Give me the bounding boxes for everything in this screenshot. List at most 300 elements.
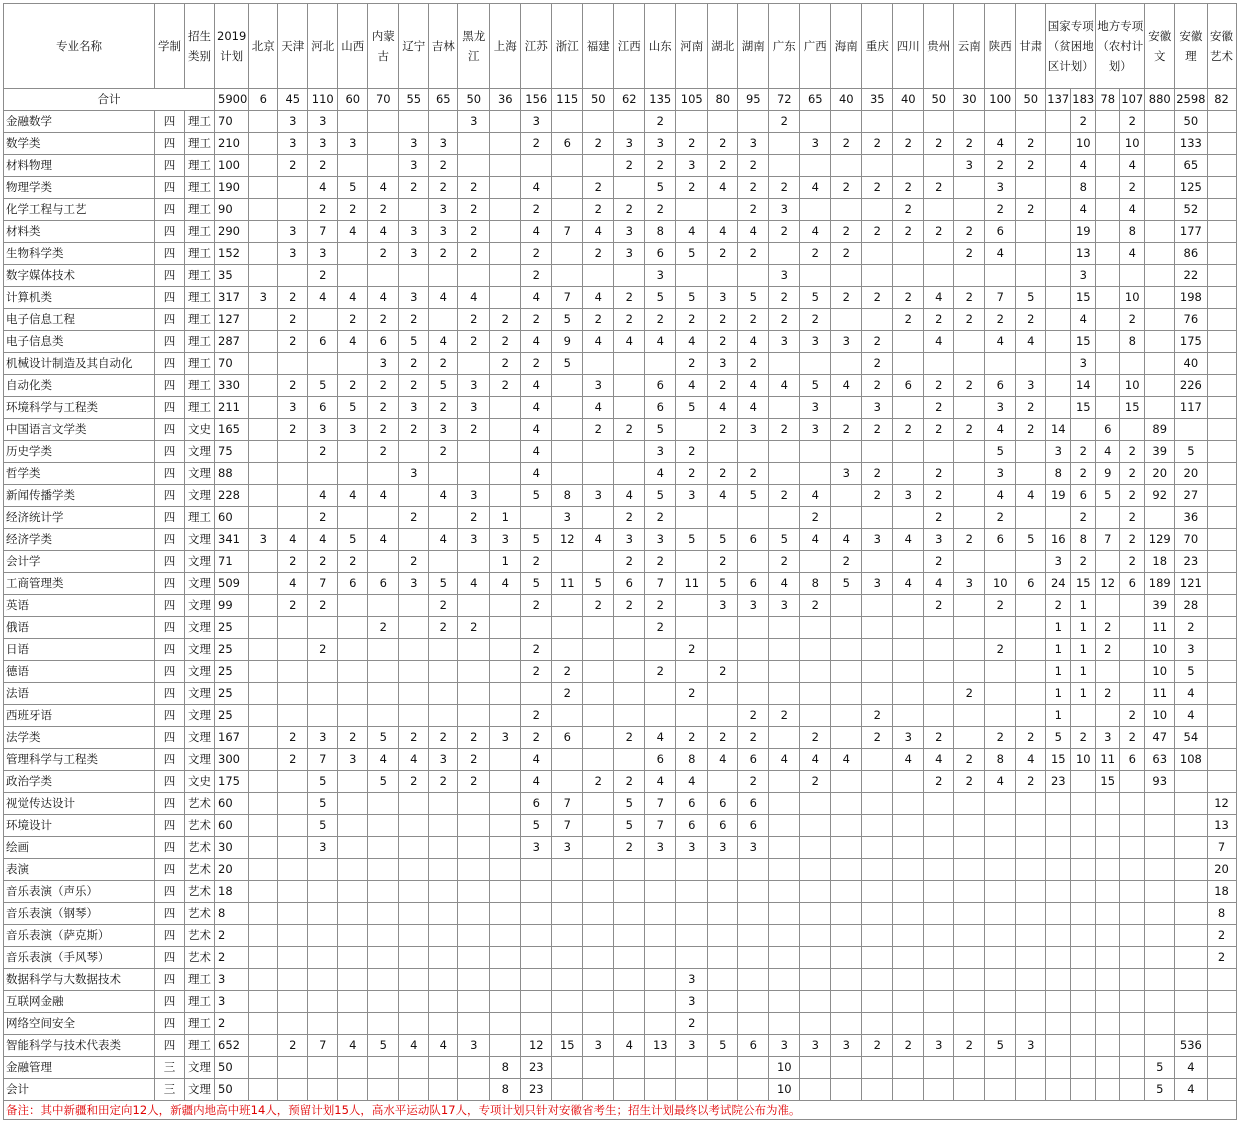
quota-cell: 2 [614, 551, 645, 573]
quota-cell [614, 111, 645, 133]
quota-cell: 129 [1145, 529, 1175, 551]
quota-cell: 7 [308, 573, 338, 595]
quota-cell: 70 [1175, 529, 1207, 551]
quota-cell: 4 [490, 573, 521, 595]
quota-cell: 2 [338, 375, 368, 397]
quota-cell [893, 1079, 924, 1101]
quota-cell: 2 [954, 771, 985, 793]
duration-cell: 四 [155, 155, 185, 177]
quota-cell: 2 [458, 309, 490, 331]
quota-cell [985, 793, 1016, 815]
quota-cell [1046, 243, 1071, 265]
quota-cell: 4 [708, 749, 738, 771]
quota-cell [985, 991, 1016, 1013]
quota-cell [368, 859, 399, 881]
quota-cell [1046, 903, 1071, 925]
quota-cell: 4 [738, 331, 769, 353]
category-cell: 文理 [185, 661, 215, 683]
duration-cell: 四 [155, 331, 185, 353]
quota-cell: 5 [708, 529, 738, 551]
quota-cell [1145, 837, 1175, 859]
quota-cell [862, 793, 893, 815]
quota-cell [676, 419, 708, 441]
quota-cell: 4 [1120, 243, 1145, 265]
quota-cell: 2 [521, 199, 552, 221]
quota-cell: 1 [1071, 661, 1096, 683]
quota-cell [521, 947, 552, 969]
quota-cell: 2 [893, 419, 924, 441]
quota-cell [985, 925, 1016, 947]
quota-cell [1175, 859, 1207, 881]
quota-cell: 3 [399, 155, 429, 177]
quota-cell [954, 859, 985, 881]
quota-cell [429, 925, 458, 947]
quota-cell [583, 551, 614, 573]
quota-cell [1175, 925, 1207, 947]
quota-cell [831, 991, 862, 1013]
quota-cell: 2 [924, 419, 954, 441]
quota-cell [249, 309, 278, 331]
quota-cell: 2 [1096, 639, 1120, 661]
quota-cell [1145, 111, 1175, 133]
quota-cell [552, 551, 583, 573]
quota-cell [368, 1057, 399, 1079]
quota-cell [583, 1079, 614, 1101]
quota-cell [338, 595, 368, 617]
quota-cell: 20 [1175, 463, 1207, 485]
quota-cell [552, 1057, 583, 1079]
quota-cell: 2 [458, 771, 490, 793]
duration-cell: 四 [155, 353, 185, 375]
quota-cell [893, 837, 924, 859]
quota-cell: 5 [429, 573, 458, 595]
quota-cell: 2 [924, 595, 954, 617]
quota-cell [1016, 1079, 1046, 1101]
quota-cell [399, 595, 429, 617]
quota-cell: 6 [676, 793, 708, 815]
quota-cell [278, 661, 308, 683]
quota-cell [249, 573, 278, 595]
quota-cell [552, 859, 583, 881]
quota-cell [676, 859, 708, 881]
duration-cell: 四 [155, 133, 185, 155]
quota-cell [583, 155, 614, 177]
quota-cell [1120, 1013, 1145, 1035]
quota-cell [676, 551, 708, 573]
quota-cell [278, 991, 308, 1013]
quota-cell [399, 529, 429, 551]
duration-cell: 四 [155, 947, 185, 969]
quota-cell: 5 [308, 815, 338, 837]
quota-cell [490, 991, 521, 1013]
quota-cell [458, 463, 490, 485]
quota-cell [985, 1057, 1016, 1079]
quota-cell [893, 639, 924, 661]
quota-cell: 4 [738, 221, 769, 243]
quota-cell: 2 [645, 309, 676, 331]
quota-cell [676, 111, 708, 133]
quota-cell [800, 155, 831, 177]
quota-cell: 3 [338, 419, 368, 441]
quota-cell: 18 [1145, 551, 1175, 573]
quota-cell: 3 [399, 397, 429, 419]
quota-cell [552, 771, 583, 793]
quota-cell: 5 [368, 1035, 399, 1057]
quota-cell: 60 [215, 815, 249, 837]
quota-cell [1145, 991, 1175, 1013]
quota-cell: 4 [429, 529, 458, 551]
quota-cell [800, 837, 831, 859]
quota-cell [985, 551, 1016, 573]
quota-cell: 60 [215, 507, 249, 529]
quota-cell: 4 [278, 529, 308, 551]
category-cell: 艺术 [185, 815, 215, 837]
quota-cell [1145, 397, 1175, 419]
quota-cell [490, 441, 521, 463]
quota-cell: 5 [645, 287, 676, 309]
quota-cell: 4 [308, 177, 338, 199]
quota-cell [1145, 155, 1175, 177]
quota-cell [368, 507, 399, 529]
quota-cell: 4 [985, 331, 1016, 353]
quota-cell: 210 [215, 133, 249, 155]
quota-cell [249, 463, 278, 485]
quota-cell [429, 903, 458, 925]
quota-cell: 1 [1046, 639, 1071, 661]
quota-cell: 6 [308, 397, 338, 419]
quota-cell [278, 705, 308, 727]
quota-cell [645, 705, 676, 727]
quota-cell: 2 [862, 419, 893, 441]
quota-cell: 2 [985, 507, 1016, 529]
table-row [4, 1035, 1237, 1057]
quota-cell [429, 1079, 458, 1101]
quota-cell: 2 [583, 595, 614, 617]
enrollment-plan-table [3, 3, 1237, 1120]
quota-cell: 300 [215, 749, 249, 771]
quota-cell [738, 617, 769, 639]
quota-cell [738, 881, 769, 903]
quota-cell [249, 507, 278, 529]
quota-cell [1207, 419, 1236, 441]
quota-cell [862, 595, 893, 617]
quota-cell: 10 [1120, 287, 1145, 309]
major-name: 视觉传达设计 [4, 793, 155, 815]
quota-cell [614, 463, 645, 485]
table-row [4, 815, 1237, 837]
quota-cell [924, 353, 954, 375]
quota-cell [552, 881, 583, 903]
quota-cell [429, 969, 458, 991]
quota-cell: 39 [1145, 595, 1175, 617]
category-cell: 理工 [185, 177, 215, 199]
quota-cell: 3 [800, 419, 831, 441]
quota-cell: 47 [1145, 727, 1175, 749]
quota-cell [399, 969, 429, 991]
quota-cell [552, 1013, 583, 1035]
category-cell: 理工 [185, 331, 215, 353]
quota-cell [1207, 617, 1236, 639]
duration-cell: 四 [155, 309, 185, 331]
quota-cell [924, 925, 954, 947]
quota-cell [490, 881, 521, 903]
quota-cell [831, 727, 862, 749]
table-row [4, 837, 1237, 859]
category-cell: 文理 [185, 551, 215, 573]
quota-cell [985, 815, 1016, 837]
quota-cell [893, 793, 924, 815]
quota-cell: 2 [862, 331, 893, 353]
quota-cell [1071, 947, 1096, 969]
quota-cell: 2 [458, 243, 490, 265]
quota-cell: 12 [521, 1035, 552, 1057]
quota-cell [583, 683, 614, 705]
quota-cell [676, 1057, 708, 1079]
quota-cell: 1 [1071, 617, 1096, 639]
quota-cell: 2 [521, 133, 552, 155]
quota-cell [1046, 353, 1071, 375]
quota-cell [552, 925, 583, 947]
quota-cell [249, 133, 278, 155]
quota-cell: 2 [1120, 309, 1145, 331]
quota-cell: 5 [583, 573, 614, 595]
category-cell: 文理 [185, 1057, 215, 1079]
quota-cell: 16 [1046, 529, 1071, 551]
quota-cell: 2 [521, 309, 552, 331]
quota-cell [1207, 749, 1236, 771]
quota-cell: 2 [614, 771, 645, 793]
quota-cell [490, 1035, 521, 1057]
quota-cell [249, 111, 278, 133]
duration-cell: 四 [155, 529, 185, 551]
quota-cell: 3 [645, 837, 676, 859]
quota-cell: 4 [308, 529, 338, 551]
quota-cell: 3 [552, 837, 583, 859]
quota-cell [308, 991, 338, 1013]
column-header: 云南 [954, 4, 985, 89]
quota-cell: 2 [893, 199, 924, 221]
table-row [4, 749, 1237, 771]
quota-cell: 10 [1145, 661, 1175, 683]
quota-cell [249, 837, 278, 859]
quota-cell: 4 [645, 331, 676, 353]
quota-cell: 2 [583, 309, 614, 331]
quota-cell: 2 [458, 617, 490, 639]
quota-cell [1120, 639, 1145, 661]
quota-cell: 4 [924, 573, 954, 595]
quota-cell [1175, 815, 1207, 837]
quota-cell [924, 881, 954, 903]
quota-cell [614, 639, 645, 661]
quota-cell: 6 [368, 573, 399, 595]
quota-cell [458, 353, 490, 375]
quota-cell [583, 881, 614, 903]
duration-cell: 四 [155, 265, 185, 287]
quota-cell: 2 [368, 375, 399, 397]
quota-cell: 6 [738, 815, 769, 837]
quota-cell: 2 [399, 507, 429, 529]
quota-cell: 5 [985, 1035, 1016, 1057]
quota-cell: 2 [583, 771, 614, 793]
quota-cell [552, 397, 583, 419]
quota-cell: 2 [338, 551, 368, 573]
quota-cell [893, 595, 924, 617]
quota-cell: 8 [985, 749, 1016, 771]
quota-cell: 6 [738, 793, 769, 815]
column-header: 四川 [893, 4, 924, 89]
quota-cell [862, 837, 893, 859]
quota-cell [1071, 881, 1096, 903]
quota-cell [249, 815, 278, 837]
quota-cell: 2 [278, 287, 308, 309]
quota-cell: 2 [399, 419, 429, 441]
quota-cell: 4 [645, 771, 676, 793]
quota-cell: 2 [429, 155, 458, 177]
quota-cell: 152 [215, 243, 249, 265]
major-name: 数字媒体技术 [4, 265, 155, 287]
quota-cell [1096, 925, 1120, 947]
quota-cell: 4 [521, 463, 552, 485]
quota-cell: 3 [708, 353, 738, 375]
quota-cell: 5 [676, 287, 708, 309]
duration-cell: 四 [155, 573, 185, 595]
total-cell: 40 [831, 89, 862, 111]
total-cell: 137 [1046, 89, 1071, 111]
quota-cell [399, 1079, 429, 1101]
quota-cell [800, 947, 831, 969]
quota-cell: 2 [308, 441, 338, 463]
quota-cell [924, 1013, 954, 1035]
quota-cell: 18 [1207, 881, 1236, 903]
major-name: 俄语 [4, 617, 155, 639]
quota-cell [278, 1057, 308, 1079]
major-name: 数据科学与大数据技术 [4, 969, 155, 991]
column-header: 安徽艺术 [1207, 4, 1236, 89]
quota-cell: 4 [800, 749, 831, 771]
category-cell: 文理 [185, 573, 215, 595]
quota-cell: 89 [1145, 419, 1175, 441]
quota-cell [1016, 815, 1046, 837]
column-header: 山东 [645, 4, 676, 89]
quota-cell [1145, 375, 1175, 397]
quota-cell [708, 1079, 738, 1101]
quota-cell [614, 617, 645, 639]
quota-cell: 2 [738, 771, 769, 793]
quota-cell: 2 [676, 441, 708, 463]
quota-cell: 2 [1120, 727, 1145, 749]
quota-cell [278, 1013, 308, 1035]
quota-cell [458, 969, 490, 991]
total-cell: 65 [429, 89, 458, 111]
quota-cell [1175, 837, 1207, 859]
duration-cell: 四 [155, 639, 185, 661]
column-header: 地方专项（农村计划） [1096, 4, 1145, 89]
quota-cell [1145, 133, 1175, 155]
quota-cell [924, 947, 954, 969]
quota-cell [1207, 199, 1236, 221]
quota-cell: 75 [215, 441, 249, 463]
quota-cell [893, 1013, 924, 1035]
quota-cell [800, 551, 831, 573]
quota-cell: 3 [278, 221, 308, 243]
quota-cell [738, 991, 769, 1013]
quota-cell: 3 [458, 111, 490, 133]
quota-cell: 15 [552, 1035, 583, 1057]
quota-cell [1207, 441, 1236, 463]
quota-cell [490, 485, 521, 507]
quota-cell: 54 [1175, 727, 1207, 749]
quota-cell [708, 969, 738, 991]
quota-cell: 2 [278, 727, 308, 749]
table-row [4, 287, 1237, 309]
quota-cell [458, 595, 490, 617]
quota-cell [1120, 881, 1145, 903]
quota-cell: 2 [490, 353, 521, 375]
category-cell: 文理 [185, 1079, 215, 1101]
quota-cell [249, 661, 278, 683]
quota-cell [614, 1057, 645, 1079]
quota-cell [249, 441, 278, 463]
quota-cell [924, 111, 954, 133]
quota-cell: 5 [708, 573, 738, 595]
major-name: 机械设计制造及其自动化 [4, 353, 155, 375]
quota-cell [862, 683, 893, 705]
quota-cell [308, 969, 338, 991]
quota-cell [278, 947, 308, 969]
quota-cell [954, 199, 985, 221]
quota-cell [552, 749, 583, 771]
quota-cell: 2 [954, 133, 985, 155]
quota-cell: 121 [1175, 573, 1207, 595]
quota-cell [831, 397, 862, 419]
major-name: 经济统计学 [4, 507, 155, 529]
quota-cell: 2 [278, 309, 308, 331]
quota-cell: 2 [769, 551, 800, 573]
quota-cell [1096, 397, 1120, 419]
quota-cell: 6 [338, 573, 368, 595]
table-row [4, 353, 1237, 375]
quota-cell: 2 [924, 309, 954, 331]
table-row [4, 133, 1237, 155]
quota-cell: 7 [985, 287, 1016, 309]
total-cell: 105 [676, 89, 708, 111]
quota-cell: 4 [521, 221, 552, 243]
quota-cell: 2 [215, 1013, 249, 1035]
quota-cell [893, 617, 924, 639]
quota-cell: 90 [215, 199, 249, 221]
quota-cell: 5 [521, 485, 552, 507]
quota-cell: 117 [1175, 397, 1207, 419]
quota-cell [368, 991, 399, 1013]
quota-cell: 3 [738, 133, 769, 155]
quota-cell: 5 [614, 815, 645, 837]
quota-cell: 6 [676, 815, 708, 837]
duration-cell: 四 [155, 925, 185, 947]
column-header: 山西 [338, 4, 368, 89]
quota-cell: 3 [583, 1035, 614, 1057]
quota-cell: 2 [429, 727, 458, 749]
quota-cell [1071, 419, 1096, 441]
quota-cell: 2 [1016, 199, 1046, 221]
category-cell: 理工 [185, 221, 215, 243]
quota-cell [308, 617, 338, 639]
quota-cell [249, 639, 278, 661]
quota-cell [338, 265, 368, 287]
quota-cell [924, 969, 954, 991]
quota-cell: 2 [954, 529, 985, 551]
quota-cell [490, 397, 521, 419]
quota-cell [1046, 331, 1071, 353]
